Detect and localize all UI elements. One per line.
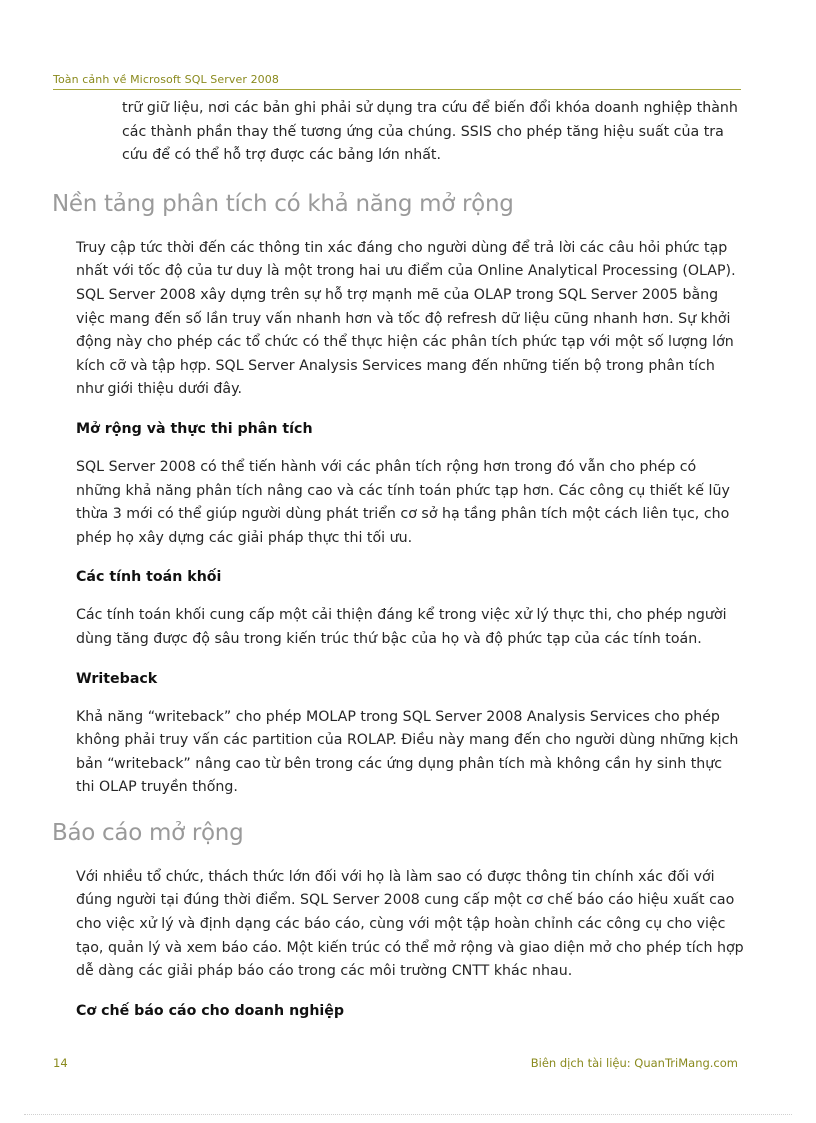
section-heading-scalable-analysis: Nền tảng phân tích có khả năng mở rộng (52, 190, 514, 217)
subheading-block-computations: Các tính toán khối (76, 569, 222, 586)
page-number: 14 (53, 1056, 68, 1070)
page-edge-divider (24, 1114, 792, 1115)
subheading-enterprise-reporting-engine: Cơ chế báo cáo cho doanh nghiệp (76, 1002, 345, 1019)
subheading-scale-and-performance: Mở rộng và thực thi phân tích (76, 420, 313, 437)
scale-performance-paragraph: SQL Server 2008 có thể tiến hành với các phân tích rộng hơn trong đó vẫn cho phép có những khả năng phân tích nâng cao và các tính toán phức tạp hơn. Các công cụ thiết kế lũy thừa 3 mới có thể giúp người dùng phát triển cơ sở hạ tầng phân tích một cách liên tục, cho phép họ xây dựng các giải pháp thực thi tối ưu. (76, 458, 730, 546)
section1-intro-paragraph: Truy cập tức thời đến các thông tin xác đáng cho người dùng để trả lời các câu hỏi phức tạp nhất với tốc độ của tư duy là một trong hai ưu điểm của Online Analytical Processing (OLAP). SQL Server 2008 xây dựng trên sự hỗ trợ mạnh mẽ của OLAP trong SQL Server 2005 bằng việc mang đến số lần truy vấn nhanh hơn và tốc độ refresh dữ liệu cũng nhanh hơn. Sự khởi động này cho phép các tổ chức có thể thực hiện các phân tích phức tạp với một số lượng lớn kích cỡ và tập hợp. SQL Server Analysis Services mang đến những tiến bộ trong phân tích như giới thiệu dưới đây. (76, 239, 736, 398)
intro-continuation-paragraph: trữ giữ liệu, nơi các bản ghi phải sử dụng tra cứu để biến đổi khóa doanh nghiệp thành các thành phần thay thế tương ứng của chúng. SSIS cho phép tăng hiệu suất của tra cứu để có thể hỗ trợ được các bảng lớn nhất. (122, 100, 738, 164)
running-header: Toàn cảnh về Microsoft SQL Server 2008 (53, 73, 279, 86)
writeback-paragraph: Khả năng “writeback” cho phép MOLAP trong SQL Server 2008 Analysis Services cho phép không phải truy vấn các partition của ROLAP. Điều này mang đến cho người dùng những kịch bản “writeback” nâng cao từ bên trong các ứng dụng phân tích mà không cần hy sinh thực thi OLAP truyền thống. (76, 708, 739, 796)
section-heading-scalable-reporting: Báo cáo mở rộng (52, 819, 244, 846)
section2-intro-paragraph: Với nhiều tổ chức, thách thức lớn đối với họ là làm sao có được thông tin chính xác đối với đúng người tại đúng thời điểm. SQL Server 2008 cung cấp một cơ chế báo cáo hiệu xuất cao cho việc xử lý và định dạng các báo cáo, cùng với một tập hoàn chỉnh các công cụ cho việc tạo, quản lý và xem báo cáo. Một kiến trúc có thể mở rộng và giao diện mở cho phép tích hợp dễ dàng các giải pháp báo cáo trong các môi trường CNTT khác nhau. (76, 868, 744, 980)
header-divider (53, 89, 741, 90)
page-body (52, 97, 744, 1022)
block-computations-paragraph: Các tính toán khối cung cấp một cải thiện đáng kể trong việc xử lý thực thi, cho phép người dùng tăng được độ sâu trong kiến trúc thứ bậc của họ và độ phức tạp của các tính toán. (76, 607, 727, 647)
footer-credit: Biên dịch tài liệu: QuanTriMang.com (530, 1056, 738, 1070)
subheading-writeback: Writeback (76, 670, 158, 687)
